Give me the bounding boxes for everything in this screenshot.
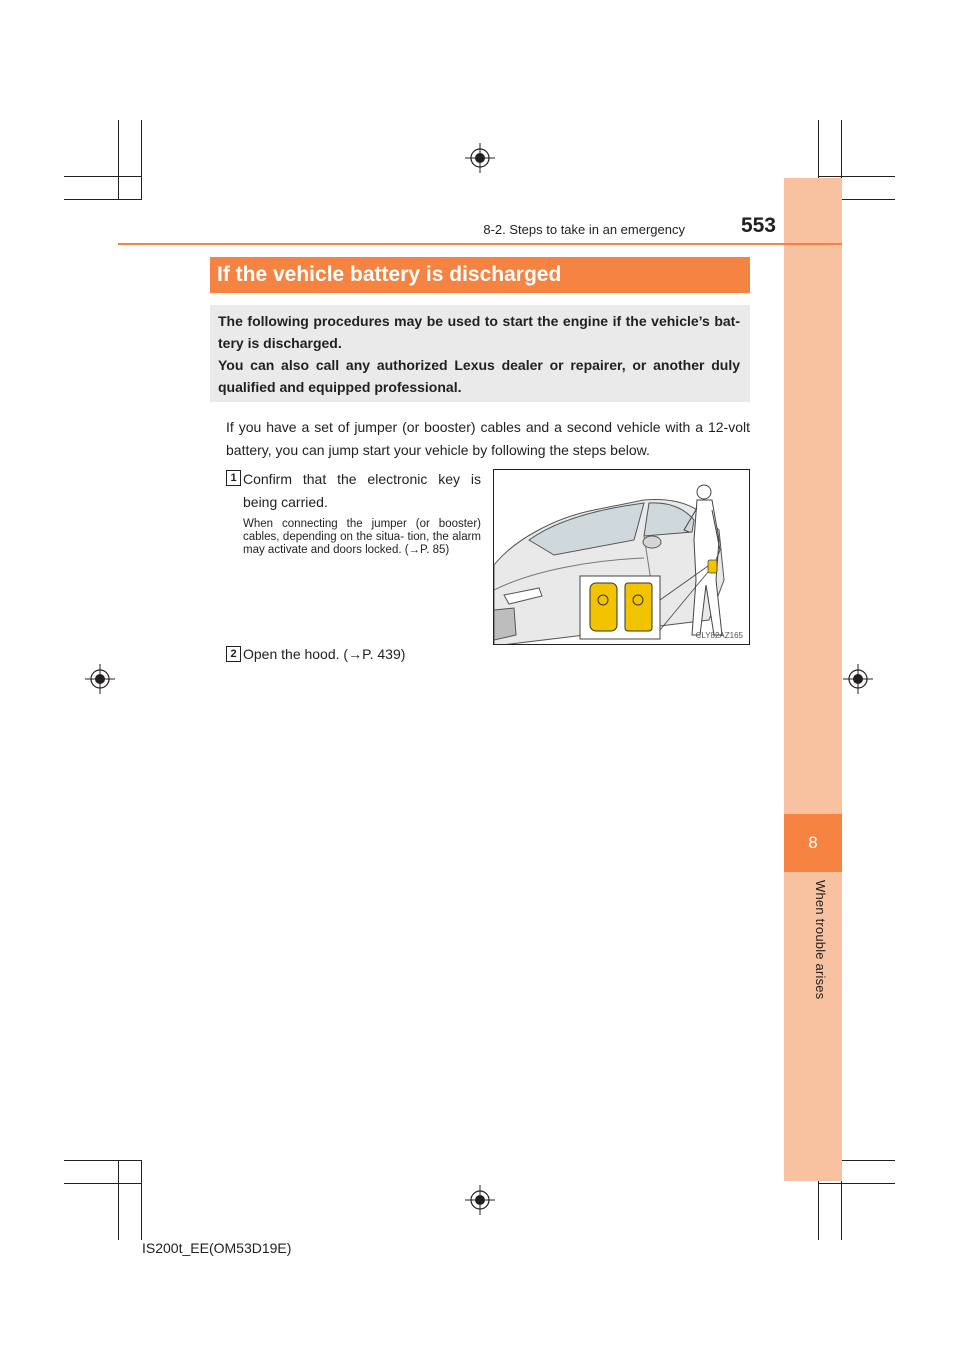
- registration-target-icon: [465, 143, 495, 173]
- illustration-code: CLY82AZ165: [695, 631, 743, 640]
- chapter-number: 8: [784, 814, 842, 872]
- step-note: When connecting the jumper (or booster) cables, depending on the situa- tion, the alarm may activate and doors locked. (→P. 85): [243, 518, 481, 556]
- registration-target-icon: [85, 664, 115, 694]
- intro-text: The following procedures may be used to start the engine if the vehicle’s bat- tery is discharged.: [218, 313, 740, 351]
- registration-target-icon: [465, 1185, 495, 1215]
- intro-text: You can also call any authorized Lexus dealer or repairer, or another duly qualified and equipped professional.: [218, 357, 740, 395]
- intro-box: [210, 305, 750, 402]
- car-key-illustration: [493, 469, 750, 645]
- document-id: IS200t_EE(OM53D19E): [142, 1240, 292, 1256]
- chapter-side-tab: [784, 178, 842, 1181]
- body-paragraph: If you have a set of jumper (or booster) cables and a second vehicle with a 12-volt battery, you can jump start your vehicle by following the steps below.: [226, 419, 750, 458]
- step-number-badge: 2: [226, 646, 241, 662]
- car-illustration: [494, 470, 750, 645]
- page-title: If the vehicle battery is discharged: [210, 257, 750, 293]
- section-title: 8-2. Steps to take in an emergency: [483, 222, 685, 237]
- header-divider: [118, 243, 842, 245]
- step-text: Open the hood. (→P. 439): [243, 646, 406, 662]
- step-number-badge: 1: [226, 470, 241, 486]
- registration-target-icon: [843, 664, 873, 694]
- page-number: 553: [740, 214, 776, 237]
- step-text: Confirm that the electronic key is being carried.: [243, 471, 481, 510]
- chapter-label: When trouble arises: [813, 880, 828, 1000]
